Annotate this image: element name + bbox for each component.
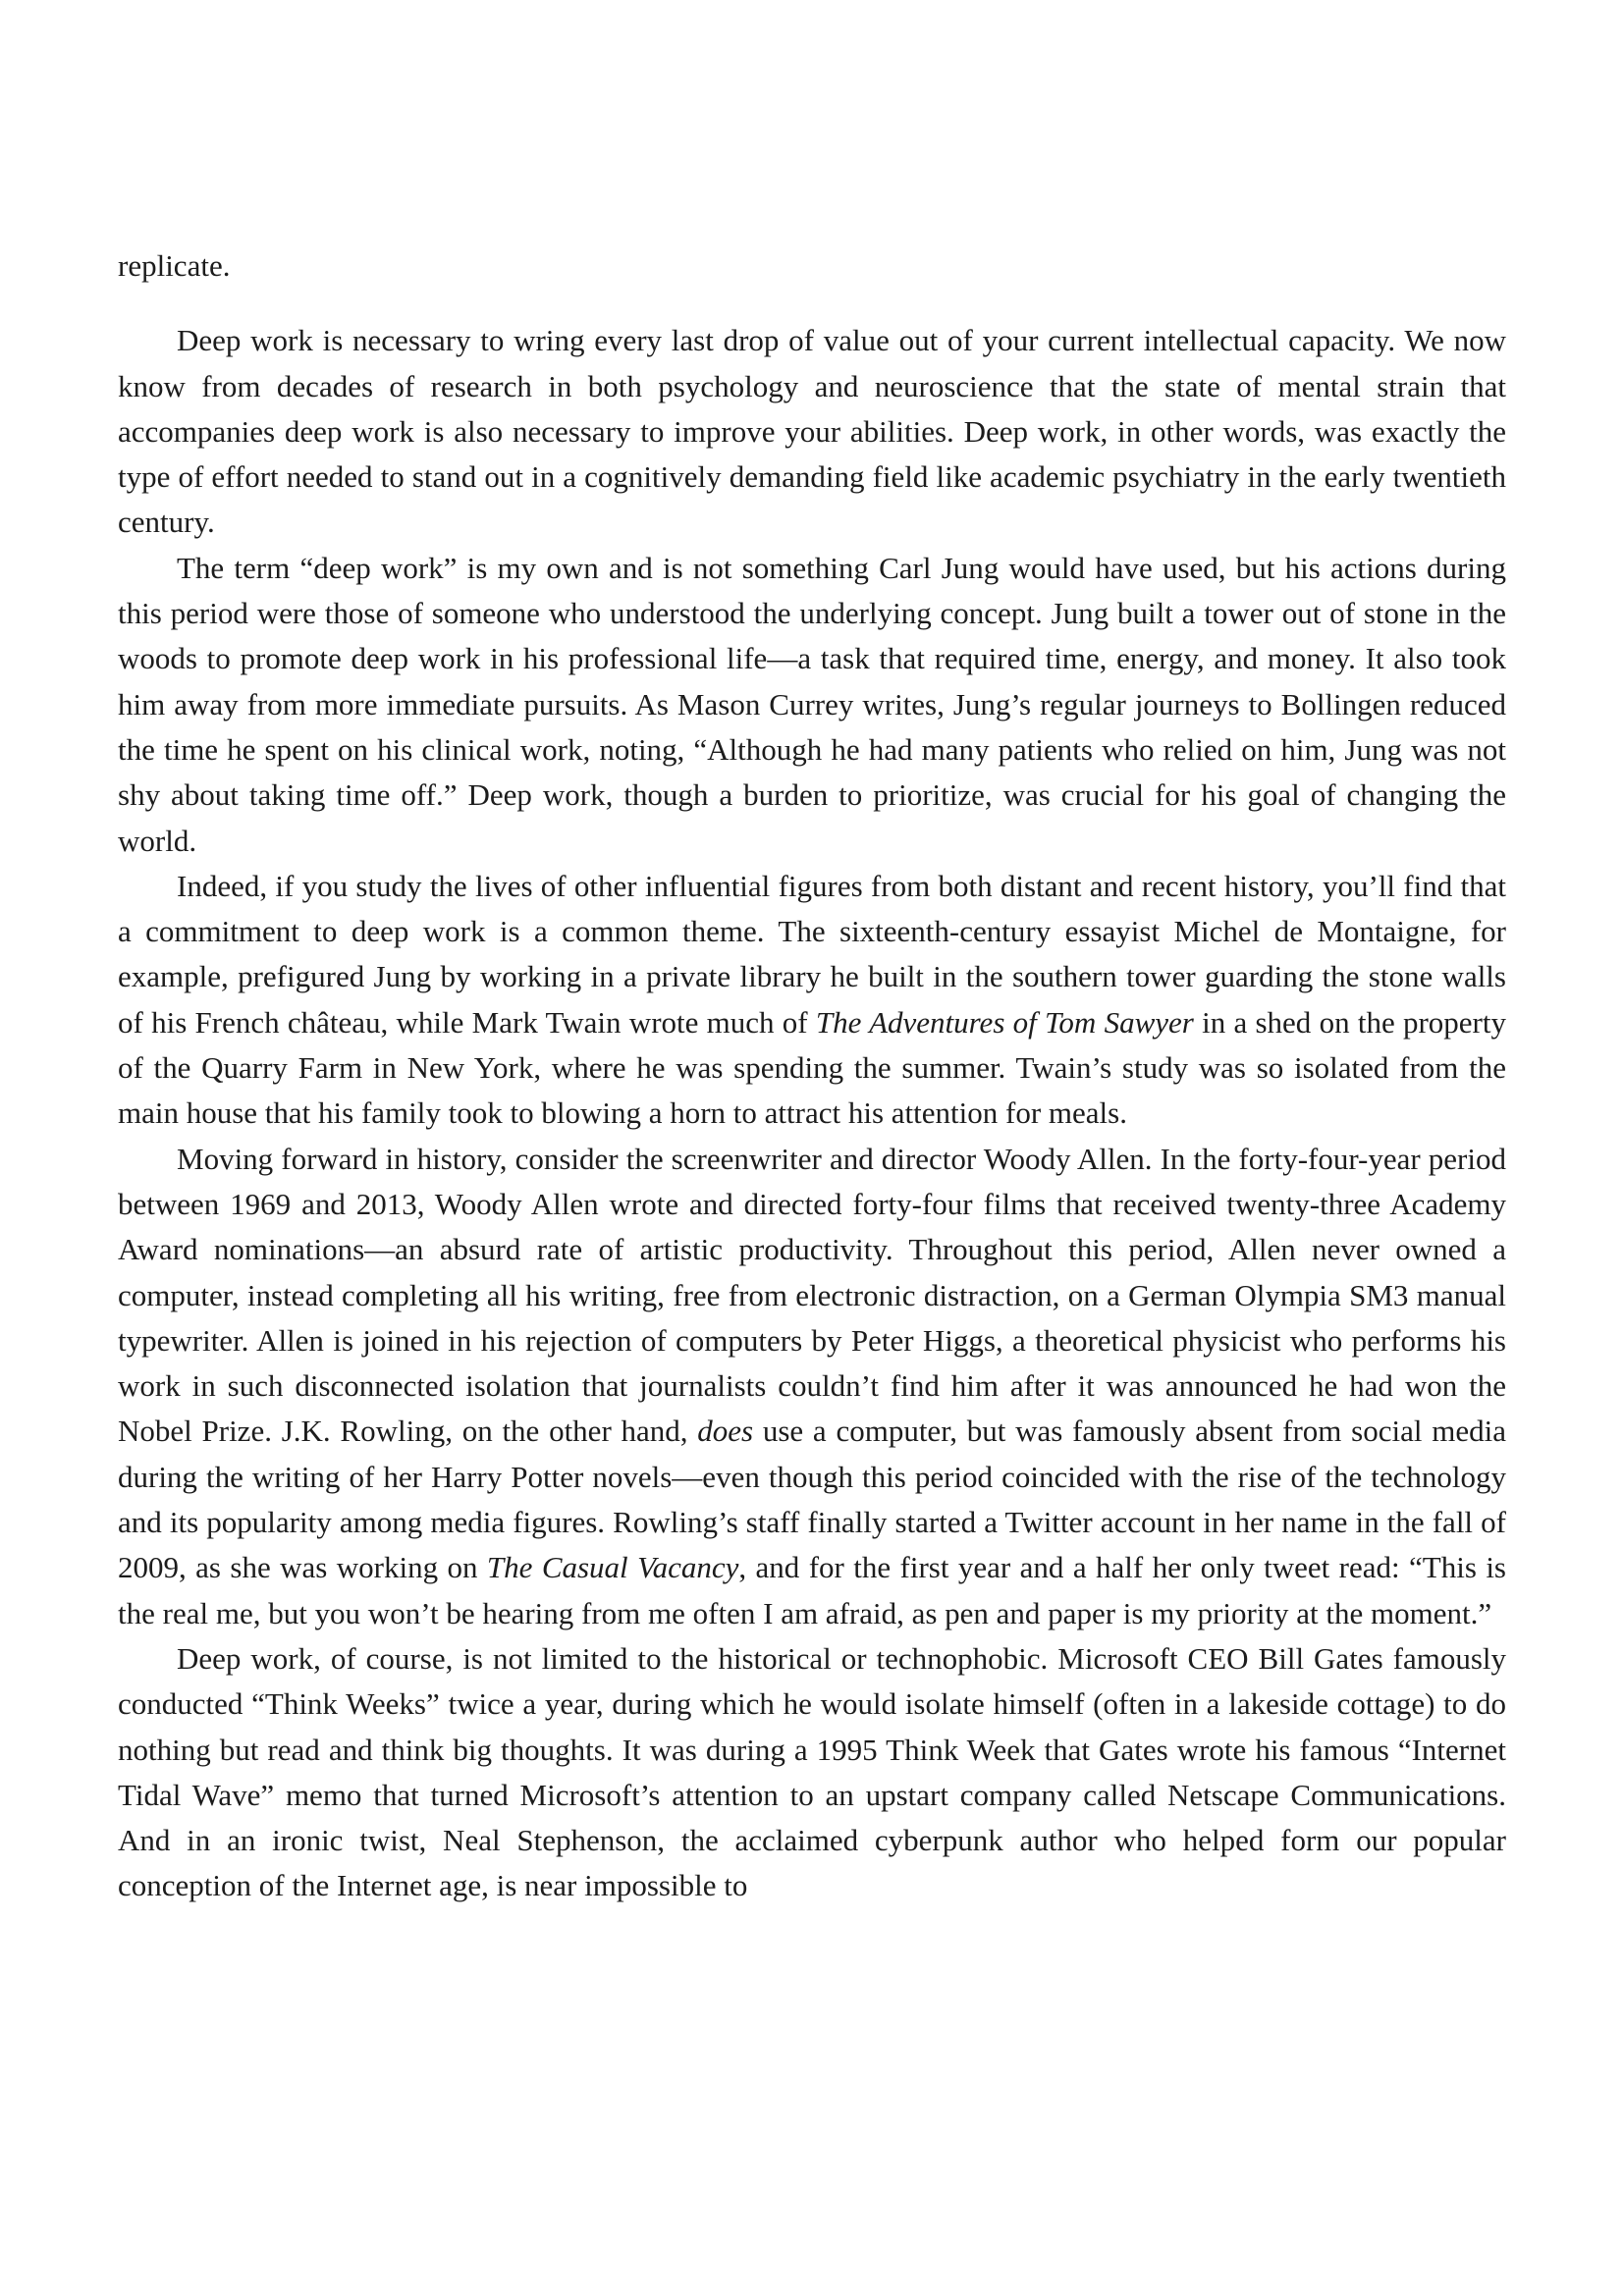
paragraph-text: Indeed, if you study the lives of other influential figures from both distant and recent history, you’ll find that a commitment to deep work is a common theme. The sixteenth-century essayist Michel de Montaigne, for example, prefigured Jung by working in a private library he built in the southern tower guarding the stone walls of his French château, while Mark Twain wrote much of — [118, 868, 1506, 1040]
paragraph-text: Moving forward in history, consider the screenwriter and director Woody Allen. In the forty-four-year period between 1969 and 2013, Woody Allen wrote and directed forty-four films that received twenty-three Academy Award nominations—an absurd rate of artistic productivity. Throughout this period, Allen never owned a computer, instead completing all his writing, free from electronic distraction, on a German Olympia SM3 manual typewriter. Allen is joined in his rejection of computers by Peter Higgs, a theoretical physicist who performs his work in such disconnected isolation that journalists couldn’t find him after it was announced he had won the Nobel Prize. J.K. Rowling, on the other hand, — [118, 1141, 1506, 1449]
paragraph-woody-allen — [118, 1137, 1506, 1636]
paragraph-bill-gates: Deep work, of course, is not limited to the historical or technophobic. Microsoft CEO Bill Gates famously conducted “Think Weeks” twice a year, during which he would isolate himself (often in a lakeside cottage) to do nothing but read and think big thoughts. It was during a 1995 Think Week that Gates wrote his famous “Internet Tidal Wave” memo that turned Microsoft’s attention to an upstart company called Netscape Communications. And in an ironic twist, Neal Stephenson, the acclaimed cyberpunk author who helped form our popular conception of the Internet age, is near impossible to — [118, 1640, 1506, 1903]
paragraph-text: , and for the first year and a half her only tweet read: “This is the real me, but you won’t be hearing from me often I am afraid, as pen and paper is my priority at the moment.” — [118, 1550, 1506, 1630]
book-title-tom-sawyer: The Adventures of Tom Sawyer — [815, 1004, 1194, 1040]
paragraph-influential-figures — [118, 864, 1506, 1137]
paragraph-deep-work-value: Deep work is necessary to wring every last drop of value out of your current intellectual capacity. We now know from decades of research in both psychology and neuroscience that the state of mental strain that accompanies deep work is also necessary to improve your abilities. Deep work, in other words, was exactly the type of effort needed to stand out in a cognitively demanding field like academic psychiatry in the early twentieth century. — [118, 323, 1506, 540]
paragraph-text: in a shed on the property of the Quarry Farm in New York, where he was spending the summer. Twain’s study was so isolated from the main house that his family took to blowing a horn to attract his attention for meals. — [118, 1004, 1506, 1131]
body-text — [118, 243, 1506, 1909]
book-title-casual-vacancy: The Casual Vacancy — [486, 1550, 739, 1585]
continuation-line: replicate. — [118, 248, 231, 283]
paragraph-text: use a computer, but was famously absent from social media during the writing of her Harry Potter novels—even though this period coincided with the rise of the technology and its popularity among media figures. Rowling’s staff finally started a Twitter account in her name in the fall of 2009, as she was working on — [118, 1414, 1506, 1585]
paragraph-jung-tower: The term “deep work” is my own and is not something Carl Jung would have used, but his actions during this period were those of someone who understood the underlying concept. Jung built a tower out of stone in the woods to promote deep work in his professional life—a task that required time, energy, and money. It also took him away from more immediate pursuits. As Mason Currey writes, Jung’s regular journeys to Bollingen reduced the time he spent on his clinical work, noting, “Although he had many patients who relied on him, Jung was not shy about taking time off.” Deep work, though a burden to prioritize, was crucial for his goal of changing the world. — [118, 550, 1506, 858]
emphasis-does: does — [697, 1414, 754, 1449]
